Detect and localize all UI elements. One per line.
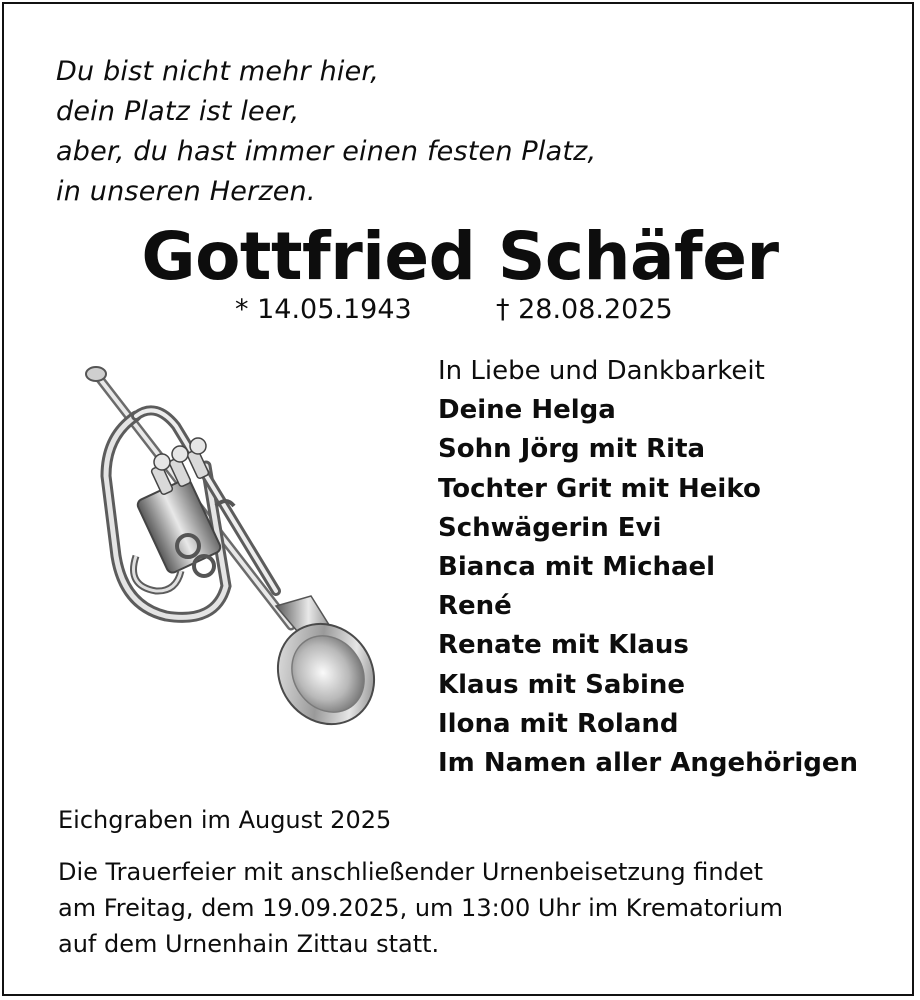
- poem-line: in unseren Herzen.: [56, 176, 316, 207]
- mourner-name: Deine Helga: [438, 395, 616, 426]
- mourner-name: Im Namen aller Angehörigen: [438, 748, 859, 779]
- mourner-name: Sohn Jörg mit Rita: [438, 434, 706, 465]
- memorial-poem: [56, 52, 596, 212]
- life-dates: [4, 290, 916, 330]
- mourner-name: René: [438, 591, 512, 622]
- mourner-name: Ilona mit Roland: [438, 708, 679, 739]
- birth-date: * 14.05.1943: [235, 294, 412, 325]
- mourners-list: [438, 352, 858, 783]
- mourner-name: Bianca mit Michael: [438, 552, 716, 583]
- mourner-name: Schwägerin Evi: [438, 512, 662, 543]
- mourner-name: Klaus mit Sabine: [438, 669, 686, 700]
- poem-line: aber, du hast immer einen festen Platz,: [56, 136, 597, 167]
- poem-line: Du bist nicht mehr hier,: [56, 56, 380, 87]
- place-and-date: Eichgraben im August 2025: [58, 806, 392, 834]
- deceased-name: Gottfried Schäfer: [141, 218, 779, 295]
- funeral-notice-line: am Freitag, dem 19.09.2025, um 13:00 Uhr im Krematorium: [58, 894, 783, 922]
- mourners-intro: In Liebe und Dankbarkeit: [438, 356, 765, 386]
- funeral-notice-line: Die Trauerfeier mit anschließender Urnenbeisetzung findet: [58, 858, 764, 886]
- death-date: † 28.08.2025: [496, 294, 673, 325]
- trumpet-icon: [76, 356, 396, 736]
- obituary-notice: [2, 2, 914, 996]
- mourner-name: Tochter Grit mit Heiko: [438, 473, 761, 504]
- mourner-name: Renate mit Klaus: [438, 630, 689, 661]
- poem-line: dein Platz ist leer,: [56, 96, 300, 127]
- funeral-notice-line: auf dem Urnenhain Zittau statt.: [58, 930, 440, 958]
- funeral-notice: [58, 854, 783, 962]
